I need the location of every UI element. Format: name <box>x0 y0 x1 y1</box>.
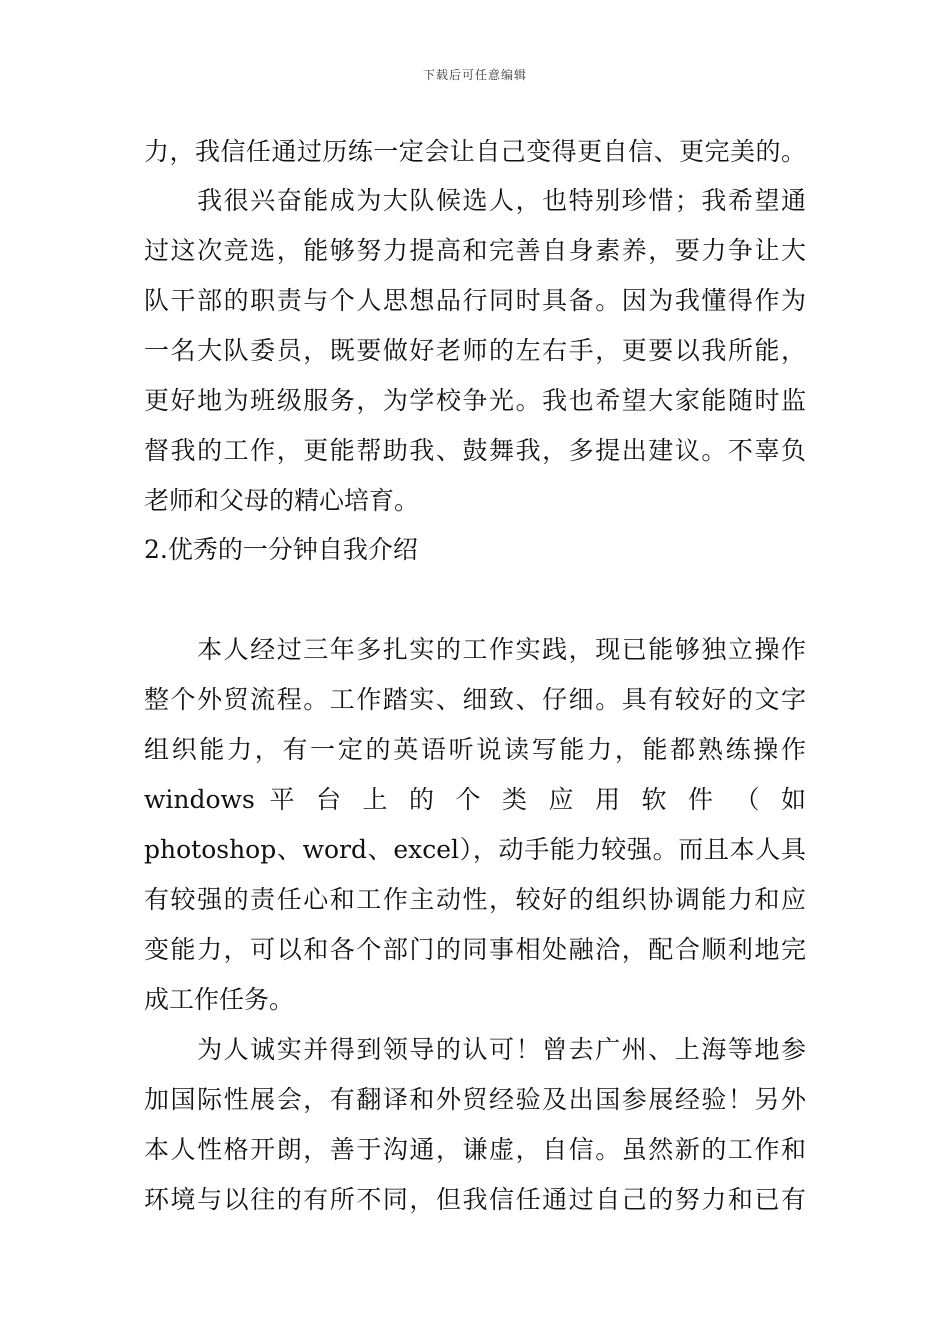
paragraph-line: 一名大队委员，既要做好老师的左右手，更要以我所能， <box>144 336 806 365</box>
paragraph-line: 整个外贸流程。工作踏实、细致、仔细。具有较好的文字 <box>144 685 806 714</box>
paragraph-line: 加国际性展会，有翻译和外贸经验及出国参展经验！另外 <box>144 1085 806 1114</box>
paragraph-line: 队干部的职责与个人思想品行同时具备。因为我懂得作为 <box>144 286 806 315</box>
paragraph-line: 有较强的责任心和工作主动性，较好的组织协调能力和应 <box>144 885 806 914</box>
paragraph-line: 本人性格开朗，善于沟通，谦虚，自信。虽然新的工作和 <box>144 1135 806 1164</box>
section-heading: 2.优秀的一分钟自我介绍 <box>144 535 418 564</box>
paragraph-line: 组织能力，有一定的英语听说读写能力，能都熟练操作 <box>144 735 806 764</box>
paragraph-line: windows 平 台 上 的 个 类 应 用 软 件 （ 如 <box>144 785 806 814</box>
paragraph-line: 为人诚实并得到领导的认可！曾去广州、上海等地参 <box>144 1035 806 1064</box>
paragraph-line: 本人经过三年多扎实的工作实践，现已能够独立操作 <box>144 635 806 664</box>
paragraph-line: 老师和父母的精心培育。 <box>144 486 420 515</box>
paragraph-line: 过这次竞选，能够努力提高和完善自身素养，要力争让大 <box>144 236 806 265</box>
paragraph-line: 成工作任务。 <box>144 985 295 1014</box>
paragraph-line: 我很兴奋能成为大队候选人，也特别珍惜；我希望通 <box>144 186 806 215</box>
paragraph-line: 变能力，可以和各个部门的同事相处融洽，配合顺利地完 <box>144 935 806 964</box>
paragraph-line: photoshop、word、excel），动手能力较强。而且本人具 <box>144 835 806 864</box>
paragraph-line: 力，我信任通过历练一定会让自己变得更自信、更完美的。 <box>144 137 806 166</box>
paragraph-line: 督我的工作，更能帮助我、鼓舞我，多提出建议。不辜负 <box>144 436 806 465</box>
page-header-note: 下载后可任意编辑 <box>422 68 527 82</box>
paragraph-line: 环境与以往的有所不同，但我信任通过自己的努力和已有 <box>144 1185 806 1214</box>
paragraph-line: 更好地为班级服务，为学校争光。我也希望大家能随时监 <box>144 386 806 415</box>
